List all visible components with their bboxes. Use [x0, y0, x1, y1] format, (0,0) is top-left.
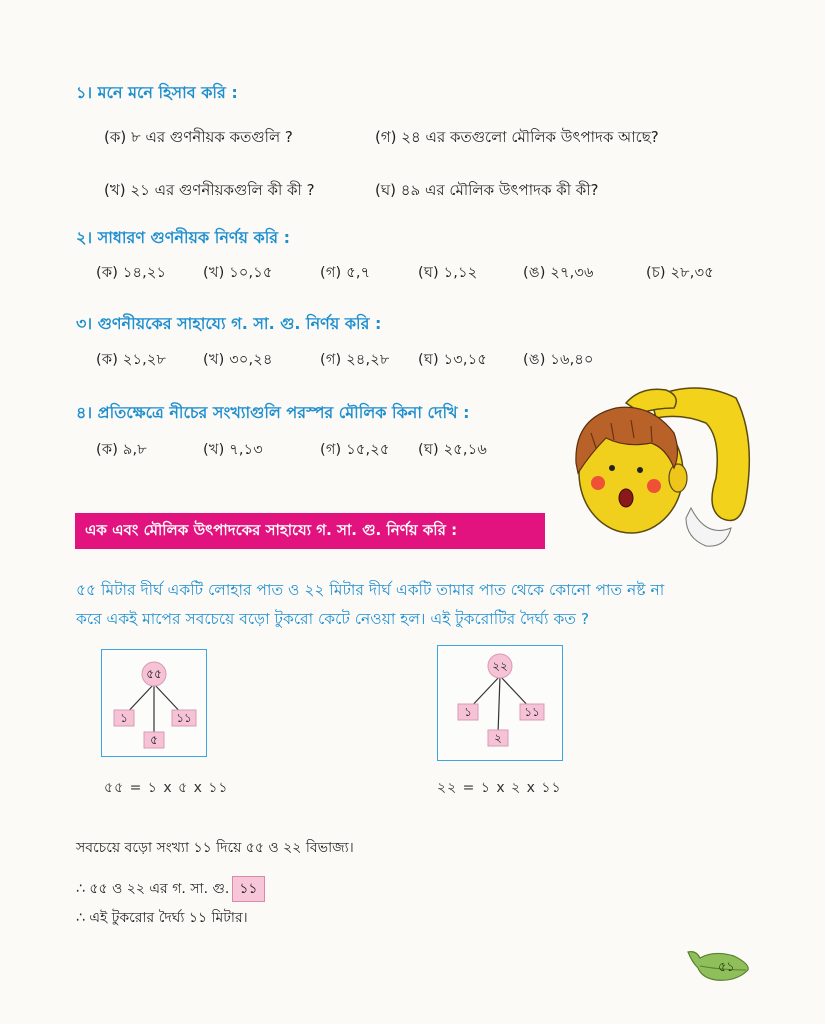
tree-22-root-label: ২২ — [492, 659, 508, 673]
factor-tree-55-box — [101, 649, 207, 757]
section-banner: এক এবং মৌলিক উৎপাদকের সাহায্যে গ. সা. গু. নির্ণয় করি : — [75, 513, 545, 549]
question-kha: (খ) ২১ এর গুণনীয়কগুলি কী কী ? — [104, 181, 315, 199]
tree-55-left-label: ১ — [120, 711, 128, 725]
question-gha: (ঘ) ৪৯ এর মৌলিক উৎপাদক কী কী? — [375, 181, 599, 199]
section-3-heading: ৩। গুণনীয়কের সাহায্যে গ. সা. গু. নির্ণয় করি : — [76, 314, 382, 333]
tree-22-left-label: ১ — [464, 705, 472, 719]
s3-item-2: (খ) ৩০,২৪ — [203, 352, 273, 368]
conclusion-line-3: ∴ এই টুকরোর দৈর্ঘ্য ১১ মিটার। — [76, 910, 248, 926]
s3-item-3: (গ) ২৪,২৮ — [320, 352, 390, 368]
equation-22: ২২ = ১ x ২ x ১১ — [437, 780, 562, 796]
tree-55-root-label: ৫৫ — [146, 667, 162, 681]
section-2-heading: ২। সাধারণ গুণনীয়ক নির্ণয় করি : — [76, 228, 291, 247]
tree-22-middle-label: ২ — [494, 731, 502, 745]
conclusion-prefix: ∴ ৫৫ ও ২২ এর গ. সা. গু. — [76, 881, 230, 897]
gcd-answer-box: ১১ — [232, 876, 264, 902]
s2-item-6: (চ) ২৮,৩৫ — [646, 265, 714, 281]
thinking-boy-illustration — [556, 378, 756, 558]
s4-item-2: (খ) ৭,১৩ — [203, 442, 263, 458]
tree-55-middle-label: ৫ — [150, 733, 158, 747]
tree-22-right-label: ১১ — [524, 705, 540, 719]
s4-item-4: (ঘ) ২৫,১৬ — [418, 442, 487, 458]
factor-tree-55 — [102, 650, 206, 756]
conclusion-line-1: সবচেয়ে বড়ো সংখ্যা ১১ দিয়ে ৫৫ ও ২২ বিভাজ্য। — [76, 840, 354, 856]
s2-item-5: (ঙ) ২৭,৩৬ — [523, 265, 594, 281]
s3-item-5: (ঙ) ১৬,৪০ — [523, 352, 594, 368]
s4-item-3: (গ) ১৫,২৫ — [320, 442, 390, 458]
problem-line-2: করে একই মাপের সবচেয়ে বড়ো টুকরো কেটে নেওয়া হল। এই টুকরোটির দৈর্ঘ্য কত ? — [76, 610, 590, 628]
s2-item-2: (খ) ১০,১৫ — [203, 265, 273, 281]
conclusion-line-2 — [76, 876, 265, 902]
section-4-heading: ৪। প্রতিক্ষেত্রে নীচের সংখ্যাগুলি পরস্পর মৌলিক কিনা দেখি : — [76, 403, 470, 422]
question-ga: (গ) ২৪ এর কতগুলো মৌলিক উৎপাদক আছে? — [375, 128, 659, 146]
s3-item-4: (ঘ) ১৩,১৫ — [418, 352, 487, 368]
factor-tree-22 — [438, 646, 562, 760]
section-1-heading: ১। মনে মনে হিসাব করি : — [76, 83, 238, 102]
s4-item-1: (ক) ৯,৮ — [96, 442, 147, 458]
s2-item-4: (ঘ) ১,১২ — [418, 265, 478, 281]
s2-item-1: (ক) ১৪,২১ — [96, 265, 167, 281]
s2-item-3: (গ) ৫,৭ — [320, 265, 371, 281]
page-number: ৫১ — [718, 960, 735, 975]
page-number-leaf — [686, 948, 752, 984]
equation-55: ৫৫ = ১ x ৫ x ১১ — [104, 780, 229, 796]
question-ka: (ক) ৮ এর গুণনীয়ক কতগুলি ? — [104, 128, 293, 146]
factor-tree-22-box — [437, 645, 563, 761]
s3-item-1: (ক) ২১,২৮ — [96, 352, 167, 368]
problem-line-1: ৫৫ মিটার দীর্ঘ একটি লোহার পাত ও ২২ মিটার দীর্ঘ একটি তামার পাত থেকে কোনো পাত নষ্ট না — [76, 581, 665, 599]
tree-55-right-label: ১১ — [176, 711, 192, 725]
